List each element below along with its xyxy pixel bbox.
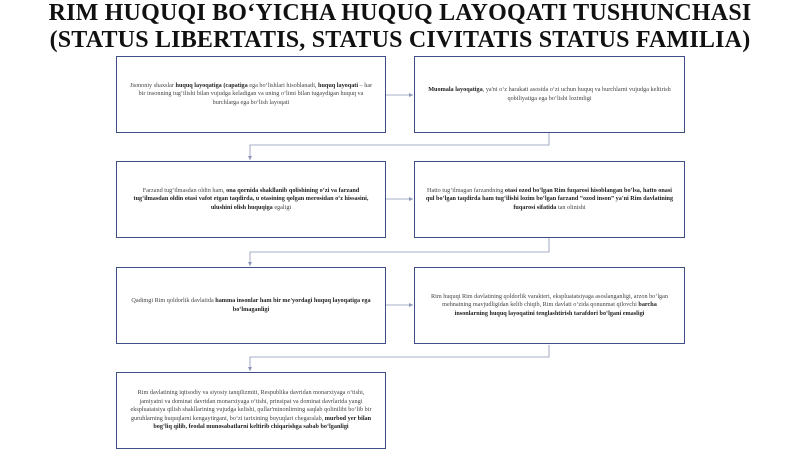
arrowhead-b7 bbox=[248, 367, 252, 371]
box-text bbox=[425, 187, 674, 213]
box-muomala-layoqati bbox=[414, 56, 685, 133]
box-text-run: – har bir insonning tug‘ilishi bilan vujudga keladigan va uning o‘limi bilan tugaydigan huquq va burchlarga ega bo‘lish layoqati bbox=[138, 81, 373, 106]
connector-b6-b7 bbox=[250, 345, 549, 371]
arrowhead-b4 bbox=[409, 197, 413, 201]
box-text-bold-run: barcha insonlarning huquq layoqatini tenglashtirish tarafdori bo‘lgani emasligi bbox=[454, 301, 657, 317]
arrowhead-b5 bbox=[248, 262, 252, 266]
box-huquq-layoqati bbox=[116, 56, 386, 133]
box-text-run: , ya'ni o‘z harakati asosida o‘zi uchun huquq va burchlarni vujudga keltirish qobiliyatiga ega bo‘lishi lozimligi bbox=[482, 85, 671, 102]
box-ozod-inson bbox=[414, 161, 685, 238]
box-text bbox=[127, 297, 375, 314]
box-text-run: egaligi bbox=[272, 203, 292, 211]
box-farzand-meros bbox=[116, 161, 386, 238]
connector-b4-b5 bbox=[250, 238, 549, 266]
box-text-run: Jismoniy shaxslar bbox=[129, 81, 176, 89]
box-text bbox=[127, 187, 375, 213]
title-line-1: RIM HUQUQI BO‘YICHA HUQUQ LAYOQATI TUSHUNCHASI bbox=[48, 0, 752, 26]
arrowhead-b6 bbox=[409, 303, 413, 307]
box-text-run: ega bo‘lishlari hisoblanadi, bbox=[247, 81, 319, 89]
box-tenglashtirish bbox=[414, 267, 685, 344]
box-text-bold-run: huquq layoqatiga (capatiga bbox=[175, 81, 248, 89]
arrowhead-b2 bbox=[409, 93, 413, 97]
box-text-run: Rim davlatining iqtisodiy va siyosiy tanqilizmiti, Respublika davridan monarxiyaga o‘tishi, jamiyatni va dominat davridan monarxiyaga o‘tishi, prinsipat va dominat davrlarida yangi ekspluatatsiya qilish shakllarining vujudga kelishi, qullar'minonlirning saqlab qolinilibi bo‘lib bir guruhlarning huquqlarni kengaytirgani, bo‘zi tarixining buyuqlari chegaralab, bbox=[130, 389, 372, 422]
box-qoldorlik-davlati bbox=[116, 267, 386, 344]
box-text-bold-run: ona qornida shakllanib qolishining o‘zi va farzand tug‘ilmasdan oldin otasi vafot etgan taqdirda, u otasining qolgan merosidan o‘z hissasini, ulushini olish huquqiga bbox=[133, 186, 369, 211]
box-text-bold-run: Muomala layoqatiga bbox=[428, 85, 483, 93]
box-text-run: Qadimgi Rim qoldorlik davlatida bbox=[131, 296, 216, 304]
box-feodal-munosabatlar bbox=[116, 372, 386, 449]
box-text-bold-run: huquq layoqati bbox=[318, 81, 359, 89]
box-text-run: tan olinishi bbox=[556, 203, 586, 211]
box-text-bold-run: otasi ozod bo‘lgan Rim fuqarosi hisoblangan bo‘lsa, hatto onasi qul bo‘lgan taqdirda ham tug‘ilishi lozim bo‘lgan farzand “ozod inson” ya'ni Rim davlatining fuqarosi sifatida bbox=[425, 186, 674, 211]
box-text-bold-run: hamma insonlar ham bir me'yordagi huquq layoqatiga ega bo‘lmaganligi bbox=[215, 296, 371, 313]
box-text-run: Farzand tug‘ilmasdan oldin ham, bbox=[142, 186, 227, 194]
title-line-2: (STATUS LIBERTATIS, STATUS CIVITATIS STATUS FAMILIA) bbox=[49, 27, 751, 53]
box-text-run: Hatto tug‘ilmagan farzandning bbox=[427, 186, 505, 194]
box-text-run: Rim huquqi Rim davlatining qoldorlik varakteri, ekspluatatsiyaga asoslanganligi, arzon bo‘lgan mehnatning mavjudligidan kelib chiqib, Rim davlati o‘zida qonunmat qilovchi bbox=[431, 292, 668, 309]
box-text bbox=[425, 293, 674, 319]
connector-b2-b3 bbox=[250, 132, 549, 160]
arrowhead-b3 bbox=[248, 156, 252, 160]
box-text bbox=[127, 82, 375, 108]
box-text-bold-run: murbod yer bilan bog‘liq qilib, feodal munosabatlarni keltirib chiqarishga sabab bo‘lganligi bbox=[153, 414, 372, 431]
box-text bbox=[127, 389, 375, 432]
box-text bbox=[425, 86, 674, 103]
